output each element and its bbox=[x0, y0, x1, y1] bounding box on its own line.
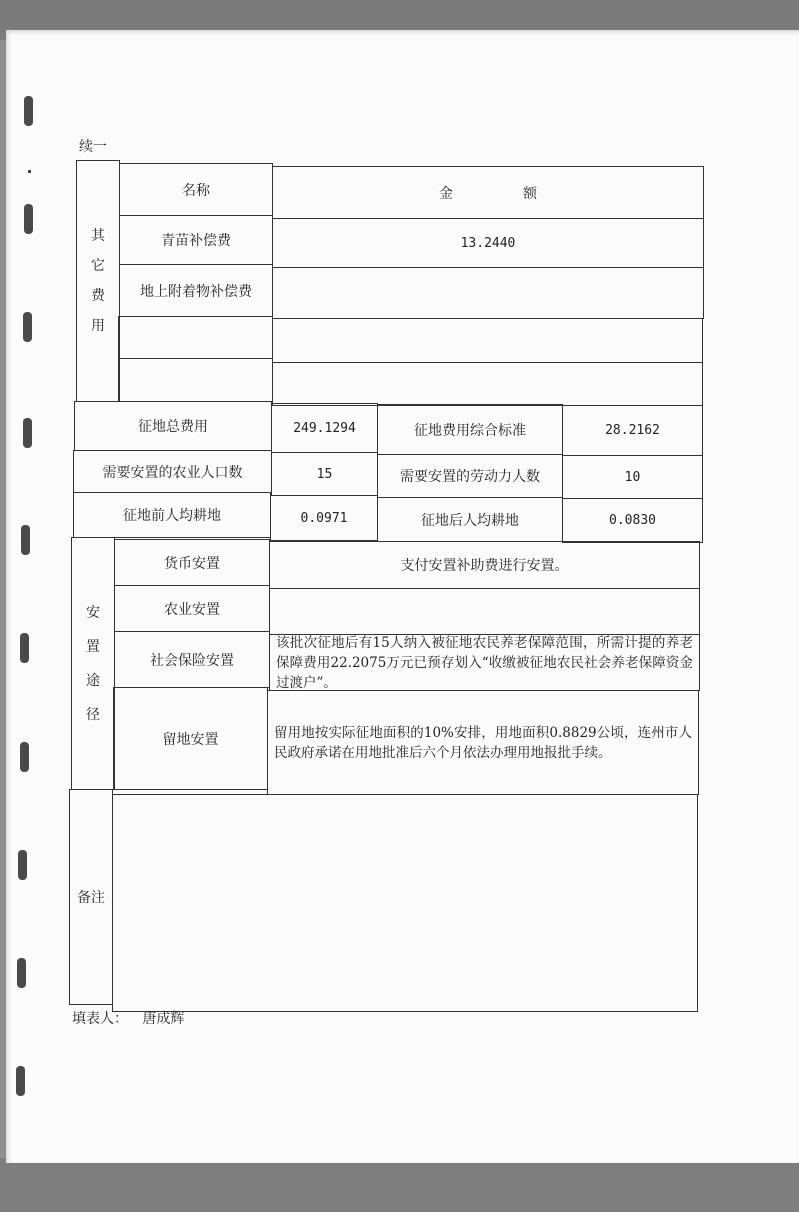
fee-amount-cell bbox=[272, 318, 703, 363]
labor-value-cell: 10 bbox=[562, 455, 703, 499]
group-char: 途 bbox=[86, 672, 100, 689]
binder-hole-icon bbox=[23, 312, 32, 342]
binder-hole-icon bbox=[21, 525, 30, 555]
group-char: 安 bbox=[86, 604, 100, 621]
resettlement-name-cell: 货币安置 bbox=[114, 539, 270, 586]
binder-hole-icon bbox=[20, 633, 29, 663]
resettlement-content-cell: 支付安置补助费进行安置。 bbox=[269, 541, 700, 589]
group-char: 费 bbox=[91, 288, 105, 304]
resettlement-name-cell: 留地安置 bbox=[113, 687, 268, 790]
resettlement-name-cell: 社会保险安置 bbox=[114, 631, 270, 688]
standard-label-cell: 征地费用综合标准 bbox=[377, 404, 563, 455]
resettlement-name-cell: 农业安置 bbox=[114, 585, 270, 632]
agri-pop-value-cell: 15 bbox=[271, 452, 378, 496]
resettlement-group-label bbox=[71, 537, 115, 790]
filler-label: 填表人： bbox=[72, 1011, 128, 1027]
resettlement-content-cell: 该批次征地后有15人纳入被征地农民养老保障范围，所需计提的养老保障费用22.2075万元已预存划入“收缴被征地农民社会养老保障资金过渡户”。 bbox=[269, 634, 700, 691]
filler-line bbox=[72, 1008, 194, 1028]
labor-label-cell: 需要安置的劳动力人数 bbox=[377, 454, 563, 498]
group-char: 用 bbox=[91, 318, 105, 334]
scan-dot bbox=[28, 170, 31, 173]
fee-amount-cell bbox=[272, 267, 704, 319]
group-char: 其 bbox=[91, 228, 105, 244]
fee-name-cell bbox=[118, 316, 273, 359]
binder-hole-icon bbox=[17, 958, 26, 988]
before-label-cell: 征地前人均耕地 bbox=[73, 492, 271, 538]
fee-name-cell: 青苗补偿费 bbox=[119, 215, 273, 265]
filler-name: 唐成辉 bbox=[142, 1011, 185, 1027]
binder-hole-icon bbox=[18, 850, 27, 880]
fee-amount-cell bbox=[272, 362, 703, 406]
binder-hole-icon bbox=[20, 742, 29, 772]
agri-pop-label-cell: 需要安置的农业人口数 bbox=[73, 450, 272, 493]
resettlement-content-cell bbox=[269, 588, 700, 635]
group-char: 径 bbox=[86, 706, 100, 723]
binder-hole-icon bbox=[24, 204, 33, 234]
after-value-cell: 0.0830 bbox=[562, 498, 703, 543]
remarks-label-cell: 备注 bbox=[69, 789, 113, 1005]
binder-hole-icon bbox=[23, 418, 32, 448]
before-value-cell: 0.0971 bbox=[270, 495, 378, 541]
group-char: 它 bbox=[91, 258, 105, 274]
other-fees-group-label bbox=[76, 160, 120, 402]
continuation-label: 续一 bbox=[79, 139, 107, 155]
resettlement-content-cell: 留用地按实际征地面积的10%安排，用地面积0.8829公顷，连州市人民政府承诺在用地批准后六个月依法办理用地报批手续。 bbox=[267, 690, 699, 795]
header-amount-char: 额 bbox=[523, 185, 537, 202]
binder-hole-icon bbox=[16, 1066, 25, 1096]
header-amount-cell bbox=[272, 166, 704, 219]
fee-name-cell bbox=[118, 358, 273, 402]
group-char: 置 bbox=[86, 638, 100, 655]
after-label-cell: 征地后人均耕地 bbox=[377, 497, 563, 542]
fee-name-cell: 地上附着物补偿费 bbox=[119, 264, 273, 317]
header-amount-char: 金 bbox=[439, 185, 453, 202]
fee-amount-cell: 13.2440 bbox=[272, 218, 704, 268]
header-name-cell: 名称 bbox=[119, 163, 273, 216]
remarks-content-cell bbox=[112, 794, 698, 1012]
scan-bottom-edge bbox=[0, 1158, 799, 1212]
total-fee-value-cell: 249.1294 bbox=[271, 403, 378, 453]
standard-value-cell: 28.2162 bbox=[562, 405, 703, 456]
total-fee-label-cell: 征地总费用 bbox=[74, 401, 272, 451]
binder-hole-icon bbox=[24, 96, 33, 126]
